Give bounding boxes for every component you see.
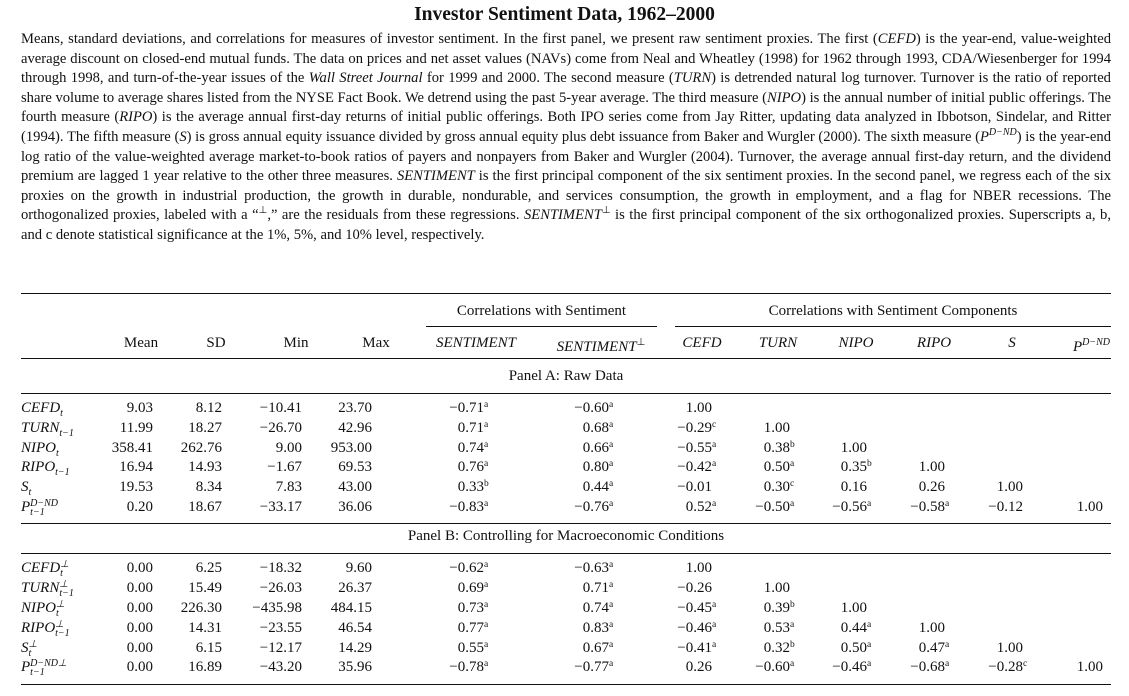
panel-b-rule xyxy=(21,553,1111,554)
col-header-max: Max xyxy=(362,335,390,351)
cell-corr-turn: 0.32$^b$ xyxy=(763,640,795,656)
cell-corr-ripo xyxy=(861,458,951,476)
corr-value: −0.63 xyxy=(574,560,609,576)
cell-corr-ripo xyxy=(861,619,951,637)
corr-value: 1.00 xyxy=(996,640,1023,656)
cell-sd: 8.34 xyxy=(195,479,222,495)
cell-corr-s xyxy=(939,639,1029,657)
caption-segment: ) is the year-end, value-weighted average discount on closed-end mutual funds. The data on prices and net asset values (NAVs) come from Neal and Wheatley (1998) for 1962 through 1993, CDA/Wiesenberger for 1994 through 1998, and turn-of-the-year issues of the xyxy=(21,31,1111,87)
cell-corr-cefd: −0.55$^a$ xyxy=(677,440,717,456)
cell-mean: 11.99 xyxy=(119,420,153,436)
caption-segment: Means, standard deviations, and correlations for measures of investor sentiment. In the first panel, we present raw sentiment proxies. The first ( xyxy=(21,31,878,47)
panel-b-title: Panel B: Controlling for Macroeconomic Conditions xyxy=(407,528,725,544)
cell-corr-sentiment: 0.76$^a$ xyxy=(457,459,489,475)
cell-corr-turn: 0.39$^b$ xyxy=(763,600,795,616)
caption-segment: for 1999 and 2000. The second measure ( xyxy=(422,70,674,87)
corr-value: −0.46 xyxy=(677,620,712,636)
cell-corr-nipo: 0.50$^a$ xyxy=(840,640,872,656)
corr-value: 1.00 xyxy=(918,459,945,475)
cell-corr-sentiment: 0.73$^a$ xyxy=(457,600,489,616)
cell-corr-sentiment-perp: −0.76$^a$ xyxy=(574,499,614,515)
row-label-sup: ⊥ xyxy=(56,599,65,610)
corr-value: 0.69 xyxy=(457,580,484,596)
cell-corr-s: −0.28$^c$ xyxy=(988,659,1028,675)
cell-corr-cefd: −0.42$^a$ xyxy=(677,459,717,475)
cell-sd: 18.27 xyxy=(188,420,222,436)
corr-value: 0.73 xyxy=(457,600,484,616)
cell-corr-sentiment-perp: 0.74$^a$ xyxy=(582,600,614,616)
corr-value: −0.60 xyxy=(574,400,609,416)
row-label-sup: D−ND⊥ xyxy=(30,658,67,669)
cell-corr-turn: 0.53$^a$ xyxy=(763,620,795,636)
corr-value: 0.39 xyxy=(763,600,790,616)
cell-corr-sentiment: −0.78$^a$ xyxy=(449,659,489,675)
row-label-base: RIPO xyxy=(21,459,56,475)
corr-value: 1.00 xyxy=(763,420,790,436)
cell-corr-sentiment: −0.62$^a$ xyxy=(449,560,489,576)
caption-segment: ) is the average annual first-day returns of initial public offerings. Both IPO series come from Jay Ritter, updating data analyzed in Ibbotson, Sindelar, and Ritter (1994). The fifth measure ( xyxy=(21,109,1111,145)
cell-corr-turn: 0.38$^b$ xyxy=(763,440,795,456)
cell-corr-sentiment-perp: 0.80$^a$ xyxy=(582,459,614,475)
caption-segment: NIPO xyxy=(767,89,802,106)
cell-max: 26.37 xyxy=(338,580,372,596)
cell-min: −26.70 xyxy=(259,420,302,436)
caption-segment: ⊥ xyxy=(601,205,611,217)
cell-max: 953.00 xyxy=(330,440,372,456)
col-header-pdnd xyxy=(1040,334,1110,356)
table-title: Investor Sentiment Data, 1962–2000 xyxy=(414,4,715,25)
row-label-base: TURN xyxy=(21,420,60,436)
cell-max: 43.00 xyxy=(338,479,372,495)
group-rule-components xyxy=(675,326,1111,327)
cell-corr-nipo: −0.56$^a$ xyxy=(832,499,872,515)
col-header-ripo: RIPO xyxy=(916,335,952,351)
corr-value: 1.00 xyxy=(763,580,790,596)
row-label-sub: t−1 xyxy=(55,467,70,478)
corr-value: −0.60 xyxy=(755,659,790,675)
cell-min: 9.00 xyxy=(275,440,302,456)
cell-corr-cefd xyxy=(628,559,718,577)
row-label-scripts xyxy=(29,640,38,658)
cell-sd: 8.12 xyxy=(195,400,222,416)
cell-min: −43.20 xyxy=(259,659,302,675)
corr-value: −0.68 xyxy=(910,659,945,675)
row-label-sup: D−ND xyxy=(30,498,59,509)
cell-mean: 0.20 xyxy=(126,499,153,515)
cell-corr-cefd: −0.41$^a$ xyxy=(677,640,717,656)
corr-value: 0.38 xyxy=(763,440,790,456)
corr-value: 0.52 xyxy=(685,499,712,515)
cell-max: 14.29 xyxy=(338,640,372,656)
cell-mean: 0.00 xyxy=(126,600,153,616)
row-label xyxy=(21,599,65,618)
group-rule-sentiment xyxy=(426,326,657,327)
cell-corr-sentiment: −0.71$^a$ xyxy=(449,400,489,416)
perp-mark: ⊥ xyxy=(636,337,646,348)
corr-value: −0.58 xyxy=(910,499,945,515)
row-label-base: NIPO xyxy=(21,600,56,616)
col-header-sentiment-perp xyxy=(540,334,662,356)
corr-value: 1.00 xyxy=(996,479,1023,495)
corr-value: 0.44 xyxy=(840,620,867,636)
corr-value: −0.77 xyxy=(574,659,609,675)
cell-corr-cefd: −0.29$^c$ xyxy=(677,420,717,436)
cell-corr-sentiment-perp: −0.77$^a$ xyxy=(574,659,614,675)
corr-value: −0.55 xyxy=(677,440,712,456)
corr-value: −0.45 xyxy=(677,600,712,616)
col-header-pdnd-sup: D−ND xyxy=(1082,337,1110,348)
caption-segment: S xyxy=(179,128,187,145)
row-label-base: S xyxy=(21,479,29,495)
cell-corr-pdnd xyxy=(1019,658,1109,676)
caption-segment: SENTIMENT xyxy=(524,207,602,224)
row-label-sub: t−1 xyxy=(59,428,74,439)
caption-segment: ) is the year-end log ratio of the value-weighted average market-to-book ratios of payers and nonpayers from Baker and Wurgler (2004). Turnover, the average annual first-day return, and the dividend premium are lagged 1 year relative to the other three measures. xyxy=(21,128,1111,185)
col-header-min: Min xyxy=(283,335,309,351)
corr-value: 0.74 xyxy=(582,600,609,616)
cell-max: 9.60 xyxy=(345,560,372,576)
corr-value: −0.26 xyxy=(677,580,712,596)
cell-corr-s xyxy=(939,498,1029,516)
corr-value: 0.74 xyxy=(457,440,484,456)
row-label-sup: ⊥ xyxy=(60,559,69,570)
bottom-rule xyxy=(21,684,1111,685)
cell-corr-sentiment-perp: −0.63$^a$ xyxy=(574,560,614,576)
cell-corr-ripo xyxy=(861,478,951,496)
cell-corr-sentiment-perp: 0.83$^a$ xyxy=(582,620,614,636)
cell-corr-cefd xyxy=(628,658,718,676)
cell-corr-cefd xyxy=(628,579,718,597)
corr-value: 1.00 xyxy=(840,440,867,456)
corr-value: 0.30 xyxy=(763,479,790,495)
cell-min: −33.17 xyxy=(259,499,302,515)
cell-sd: 262.76 xyxy=(180,440,222,456)
cell-corr-sentiment: 0.74$^a$ xyxy=(457,440,489,456)
cell-corr-sentiment-perp: 0.68$^a$ xyxy=(582,420,614,436)
caption-segment: SENTIMENT xyxy=(396,168,475,185)
corr-value: 0.33 xyxy=(457,479,484,495)
cell-corr-ripo: −0.58$^a$ xyxy=(910,499,950,515)
col-header-turn: TURN xyxy=(758,335,798,351)
cell-corr-sentiment: 0.55$^a$ xyxy=(457,640,489,656)
cell-min: −1.67 xyxy=(267,459,302,475)
cell-corr-turn xyxy=(706,579,796,597)
row-label-scripts xyxy=(30,659,67,677)
cell-corr-sentiment: 0.33$^b$ xyxy=(457,479,489,495)
cell-corr-sentiment-perp: 0.67$^a$ xyxy=(582,640,614,656)
corr-value: 0.53 xyxy=(763,620,790,636)
row-label xyxy=(21,439,59,458)
cell-mean: 0.00 xyxy=(126,620,153,636)
caption-segment: ⊥ xyxy=(258,205,268,217)
cell-max: 36.06 xyxy=(338,499,372,515)
corr-value: 0.44 xyxy=(582,479,609,495)
row-label-scripts xyxy=(29,479,32,497)
cell-sd: 18.67 xyxy=(188,499,222,515)
corr-value: −0.12 xyxy=(988,499,1023,515)
row-label-sup: ⊥ xyxy=(59,579,69,590)
row-label-scripts xyxy=(30,499,58,517)
caption-segment: ,” are the residuals from these regressions. xyxy=(267,207,524,224)
group-header-components: Correlations with Sentiment Components xyxy=(768,303,1018,319)
table-caption xyxy=(21,30,1111,246)
row-label-sub: t xyxy=(28,648,32,659)
cell-sd: 14.31 xyxy=(188,620,222,636)
row-label-sub: t−1 xyxy=(30,507,45,518)
cell-corr-nipo: −0.46$^a$ xyxy=(832,659,872,675)
cell-corr-cefd xyxy=(628,399,718,417)
cell-min: −26.03 xyxy=(259,580,302,596)
group-header-sentiment: Correlations with Sentiment xyxy=(456,303,627,319)
corr-value: −0.76 xyxy=(574,499,609,515)
corr-value: 0.77 xyxy=(457,620,484,636)
cell-min: 7.83 xyxy=(275,479,302,495)
cell-corr-nipo: 0.35$^b$ xyxy=(840,459,872,475)
col-header-cefd: CEFD xyxy=(682,335,722,351)
caption-segment: ) is the annual number of initial public offerings. The fourth measure ( xyxy=(21,89,1111,126)
corr-value: 0.47 xyxy=(918,640,945,656)
row-label-base: S xyxy=(21,640,29,656)
cell-min: −10.41 xyxy=(259,400,302,416)
corr-value: 0.71 xyxy=(582,580,609,596)
cell-mean: 9.03 xyxy=(126,400,153,416)
row-label-base: RIPO xyxy=(21,620,56,636)
cell-min: −18.32 xyxy=(259,560,302,576)
row-label-sub: t−1 xyxy=(30,667,45,678)
cell-corr-sentiment: 0.71$^a$ xyxy=(457,420,489,436)
corr-value: 0.83 xyxy=(582,620,609,636)
cell-corr-cefd: −0.45$^a$ xyxy=(677,600,717,616)
col-header-nipo: NIPO xyxy=(838,335,874,351)
corr-value: 0.50 xyxy=(763,459,790,475)
cell-mean: 0.00 xyxy=(126,580,153,596)
corr-value: 0.55 xyxy=(457,640,484,656)
corr-value: −0.01 xyxy=(677,479,712,495)
caption-segment: D−ND xyxy=(988,127,1017,139)
cell-mean: 0.00 xyxy=(126,560,153,576)
corr-value: 0.16 xyxy=(840,479,867,495)
corr-value: −0.71 xyxy=(449,400,484,416)
cell-corr-nipo xyxy=(783,439,873,457)
row-label-sub: t−1 xyxy=(55,628,70,639)
cell-corr-sentiment: 0.77$^a$ xyxy=(457,620,489,636)
cell-max: 46.54 xyxy=(338,620,372,636)
corr-value: −0.78 xyxy=(449,659,484,675)
row-label-sup: ⊥ xyxy=(28,639,38,650)
cell-corr-cefd xyxy=(628,478,718,496)
corr-value: 0.66 xyxy=(582,440,609,456)
panel-a-title: Panel A: Raw Data xyxy=(508,368,624,384)
cell-max: 69.53 xyxy=(338,459,372,475)
cell-corr-turn: −0.60$^a$ xyxy=(755,659,795,675)
cell-mean: 16.94 xyxy=(119,459,153,475)
corr-value: 0.32 xyxy=(763,640,790,656)
cell-min: −23.55 xyxy=(259,620,302,636)
caption-segment: TURN xyxy=(673,70,712,87)
corr-value: −0.83 xyxy=(449,499,484,515)
cell-mean: 19.53 xyxy=(119,479,153,495)
row-label xyxy=(21,559,69,578)
corr-value: 0.80 xyxy=(582,459,609,475)
corr-value: −0.50 xyxy=(755,499,790,515)
corr-value: 1.00 xyxy=(685,400,712,416)
corr-value: 1.00 xyxy=(685,560,712,576)
corr-value: 0.71 xyxy=(457,420,484,436)
cell-sd: 6.15 xyxy=(195,640,222,656)
corr-value: 0.68 xyxy=(582,420,609,436)
top-rule xyxy=(21,293,1111,294)
col-header-s: S xyxy=(1008,335,1016,351)
corr-value: 1.00 xyxy=(840,600,867,616)
cell-sd: 14.93 xyxy=(188,459,222,475)
cell-max: 42.96 xyxy=(338,420,372,436)
corr-value: 0.50 xyxy=(840,640,867,656)
row-label-sup: ⊥ xyxy=(55,619,64,630)
row-label-sub: t xyxy=(28,487,32,498)
cell-corr-s xyxy=(939,478,1029,496)
cell-mean: 0.00 xyxy=(126,640,153,656)
caption-segment: ) is gross annual equity issuance divided by gross annual equity plus debt issuance from Baker and Wurgler (2000). The sixth measure ( xyxy=(186,128,980,145)
panel-b-top-rule xyxy=(21,523,1111,524)
row-label-base: NIPO xyxy=(21,440,56,456)
cell-corr-turn: 0.30$^c$ xyxy=(763,479,795,495)
caption-segment: Wall Street Journal xyxy=(308,70,423,87)
cell-corr-sentiment-perp: 0.66$^a$ xyxy=(582,440,614,456)
corr-value: −0.42 xyxy=(677,459,712,475)
cell-mean: 0.00 xyxy=(126,659,153,675)
cell-min: −435.98 xyxy=(252,600,302,616)
col-header-pdnd-base: P xyxy=(1072,339,1083,355)
cell-corr-sentiment: −0.83$^a$ xyxy=(449,499,489,515)
caption-segment: ) is detrended natural log turnover. Turnover is the ratio of reported share volume to average shares listed from the NYSE Fact Book. We detrend using the past 5-year average. The third measure ( xyxy=(21,70,1111,106)
cell-max: 484.15 xyxy=(330,600,372,616)
panel-a-rule xyxy=(21,393,1111,394)
row-label-sub: t xyxy=(60,408,63,419)
header-rule xyxy=(21,358,1111,359)
corr-value: 1.00 xyxy=(1076,499,1103,515)
row-label-base: CEFD xyxy=(21,400,61,416)
cell-corr-turn xyxy=(706,419,796,437)
cell-corr-ripo: 0.47$^a$ xyxy=(918,640,950,656)
corr-value: −0.29 xyxy=(677,420,712,436)
corr-value: 0.67 xyxy=(582,640,609,656)
row-label-base: P xyxy=(21,659,31,675)
cell-corr-pdnd xyxy=(1019,498,1109,516)
row-label-base: CEFD xyxy=(21,560,61,576)
corr-value: −0.56 xyxy=(832,499,867,515)
corr-value: −0.41 xyxy=(677,640,712,656)
cell-corr-sentiment-perp: −0.60$^a$ xyxy=(574,400,614,416)
row-label-sub: t xyxy=(60,568,63,579)
row-label xyxy=(21,498,58,517)
cell-min: −12.17 xyxy=(259,640,302,656)
corr-value: 0.35 xyxy=(840,459,867,475)
row-label xyxy=(21,478,31,497)
col-header-sentiment-perp-label: SENTIMENT xyxy=(556,339,637,355)
caption-segment: RIPO xyxy=(119,109,153,126)
row-label xyxy=(21,639,37,658)
row-label-base: P xyxy=(21,499,31,515)
cell-corr-nipo xyxy=(783,599,873,617)
col-header-sd: SD xyxy=(206,335,226,351)
cell-max: 35.96 xyxy=(338,659,372,675)
col-header-mean: Mean xyxy=(123,335,159,351)
cell-sd: 226.30 xyxy=(180,600,222,616)
cell-corr-ripo: −0.68$^a$ xyxy=(910,659,950,675)
cell-corr-turn: −0.50$^a$ xyxy=(755,499,795,515)
cell-corr-sentiment-perp: 0.71$^a$ xyxy=(582,580,614,596)
cell-corr-sentiment: 0.69$^a$ xyxy=(457,580,489,596)
row-label xyxy=(21,399,63,418)
cell-corr-turn: 0.50$^a$ xyxy=(763,459,795,475)
corr-value: −0.62 xyxy=(449,560,484,576)
corr-value: −0.28 xyxy=(988,659,1023,675)
cell-sd: 6.25 xyxy=(195,560,222,576)
row-label xyxy=(21,658,67,677)
corr-value: 1.00 xyxy=(918,620,945,636)
cell-corr-sentiment-perp: 0.44$^a$ xyxy=(582,479,614,495)
corr-value: 0.76 xyxy=(457,459,484,475)
cell-corr-nipo: 0.44$^a$ xyxy=(840,620,872,636)
caption-segment: is the first principal component of the six sentiment proxies. In the second panel, we regress each of the six proxies on the growth in industrial production, the growth in durable, nondurable, and services consumption, the growth in employment, and a flag for NBER recessions. The orthogonalized proxies, labeled with a “ xyxy=(21,168,1111,224)
caption-segment: CEFD xyxy=(877,31,916,47)
corr-value: 0.26 xyxy=(918,479,945,495)
corr-value: 1.00 xyxy=(1076,659,1103,675)
corr-value: 0.26 xyxy=(685,659,712,675)
row-label-sub: t xyxy=(56,608,59,619)
col-header-sentiment: SENTIMENT xyxy=(435,335,516,351)
cell-mean: 358.41 xyxy=(111,440,153,456)
corr-value: −0.46 xyxy=(832,659,867,675)
cell-corr-cefd: 0.52$^a$ xyxy=(685,499,717,515)
cell-corr-nipo xyxy=(783,478,873,496)
cell-max: 23.70 xyxy=(338,400,372,416)
cell-sd: 16.89 xyxy=(188,659,222,675)
caption-segment: is the first principal component of the six orthogonalized proxies. Superscripts a, b, and c denote statistical significance at the 1%, 5%, and 10% level, respectively. xyxy=(21,207,1111,243)
cell-corr-cefd: −0.46$^a$ xyxy=(677,620,717,636)
row-label-sub: t−1 xyxy=(59,588,74,599)
row-label-scripts xyxy=(56,440,59,458)
cell-sd: 15.49 xyxy=(188,580,222,596)
row-label-base: TURN xyxy=(21,580,60,596)
row-label-sub: t xyxy=(56,448,59,459)
caption-segment: P xyxy=(979,128,989,145)
